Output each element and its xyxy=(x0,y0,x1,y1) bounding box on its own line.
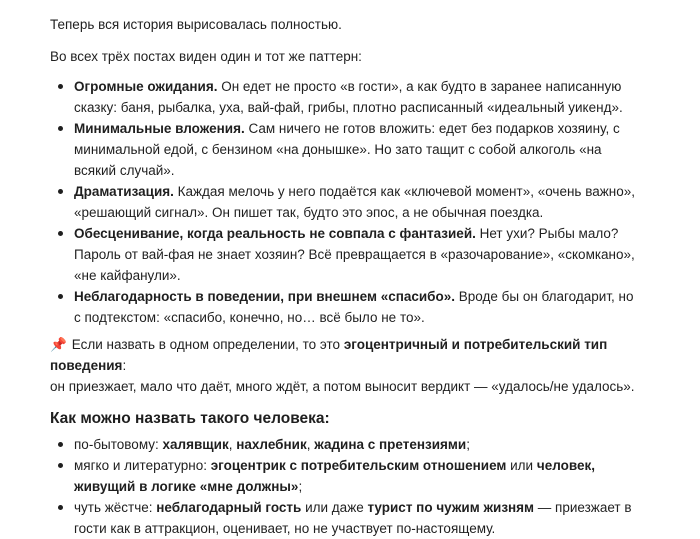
name-part: или xyxy=(506,458,537,473)
pattern-title: Неблагодарность в поведении, при внешнем «спасибо». xyxy=(74,289,456,304)
name-part-bold: человек, живущий в логике «мне должны» xyxy=(74,458,595,494)
name-part-bold: турист по чужим жизням xyxy=(367,500,535,515)
list-item xyxy=(50,76,640,118)
bullet-icon xyxy=(58,231,63,236)
bullet-icon xyxy=(58,126,63,131)
list-item xyxy=(50,497,640,539)
pattern-text: Он едет не просто «в гости», а как будто в заранее написанную сказку: баня, рыбалка, уха, вай-фай, грибы, плотно расписанный «идеальный уикенд». xyxy=(74,79,623,115)
name-part-bold: халявщик xyxy=(162,437,229,452)
name-part-bold: эгоцентрик с потребительским отношением xyxy=(210,458,507,473)
name-part: ; xyxy=(298,479,303,494)
pattern-text: Нет ухи? Рыбы мало? Пароль от вай-фая не знает хозяин? Всё превращается в «разочарование», «скомкано», «не кайфанули». xyxy=(74,226,635,283)
pattern-text: Вроде бы он благодарит, но с подтекстом: «спасибо, конечно, но… всё было не то». xyxy=(74,289,634,325)
pattern-list xyxy=(50,76,640,328)
section-heading: Как можно назвать такого человека: xyxy=(50,410,330,427)
pattern-title: Минимальные вложения. xyxy=(74,121,245,136)
summary-suffix: : xyxy=(122,358,127,373)
list-item xyxy=(50,223,640,286)
name-part-bold: нахлебник xyxy=(236,437,307,452)
intro-pattern-line: Во всех трёх постах виден один и тот же паттерн: xyxy=(50,49,362,64)
pushpin-icon: 📌 xyxy=(50,337,67,352)
name-part: — приезжает в гости как в аттракцион, оценивает, но не участвует по-настоящему. xyxy=(74,500,632,536)
bullet-icon xyxy=(58,505,63,510)
name-part: ; xyxy=(466,437,470,452)
summary-paragraph xyxy=(50,334,640,397)
bullet-icon xyxy=(58,463,63,468)
name-part: мягко и литературно: xyxy=(74,458,211,473)
list-item xyxy=(50,118,640,181)
bullet-icon xyxy=(58,189,63,194)
name-part-bold: жадина с претензиями xyxy=(314,437,467,452)
name-part: чуть жёстче: xyxy=(74,500,157,515)
bullet-icon xyxy=(58,294,63,299)
pattern-title: Обесценивание, когда реальность не совпала с фантазией. xyxy=(74,226,476,241)
pattern-title: Драматизация. xyxy=(74,184,174,199)
list-item xyxy=(50,181,640,223)
summary-bold: эгоцентричный и потребительский тип поведения xyxy=(50,337,608,373)
pattern-text: Сам ничего не готов вложить: едет без подарков хозяину, с минимальной едой, с бензином «на донышке». Но зато тащит с собой алкоголь «на всякий случай». xyxy=(74,121,620,178)
names-list xyxy=(50,434,640,539)
summary-line2: он приезжает, мало что даёт, много ждёт, а потом выносит вердикт — «удалось/не удалось». xyxy=(50,379,635,394)
name-part: или даже xyxy=(301,500,368,515)
bullet-icon xyxy=(58,442,63,447)
summary-prefix: Если назвать в одном определении, то это xyxy=(68,337,344,352)
name-part-bold: неблагодарный гость xyxy=(156,500,302,515)
name-part: , xyxy=(228,437,237,452)
pattern-title: Огромные ожидания. xyxy=(74,79,218,94)
list-item xyxy=(50,286,640,328)
intro-line: Теперь вся история вырисовалась полностью. xyxy=(50,17,342,32)
list-item xyxy=(50,434,640,455)
pattern-text: Каждая мелочь у него подаётся как «ключевой момент», «очень важно», «решающий сигнал». Он пишет так, будто это эпос, а не обычная поездка. xyxy=(74,184,635,220)
list-item xyxy=(50,455,640,497)
name-part: , xyxy=(306,437,315,452)
name-part: по-бытовому: xyxy=(74,437,163,452)
bullet-icon xyxy=(58,84,63,89)
